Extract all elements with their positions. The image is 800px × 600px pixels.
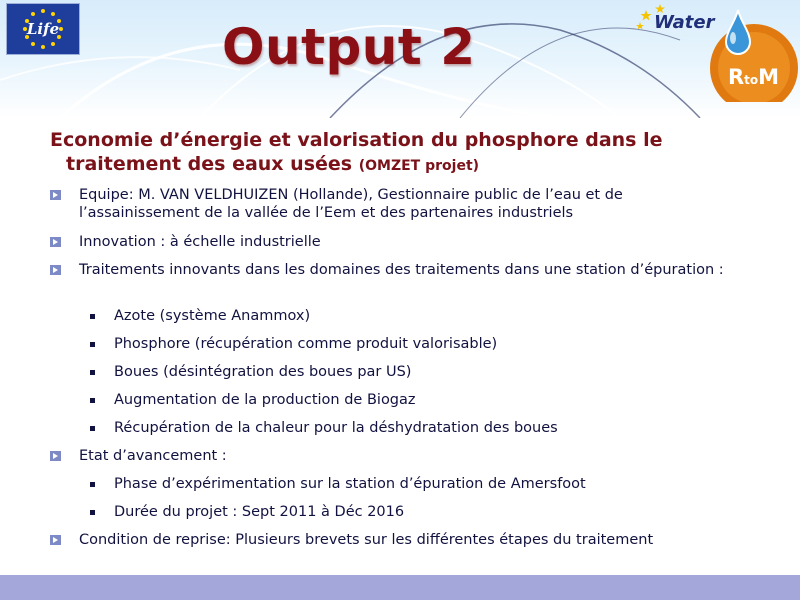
square-bullet-icon [90,314,95,319]
arrow-bullet-icon [50,535,61,545]
rtom-logo-text: RtoM [728,65,780,89]
footer-bar [0,575,800,600]
sub-item-text: Durée du projet : Sept 2011 à Déc 2016 [114,504,405,520]
square-bullet-icon [90,370,95,375]
svg-text:Life: Life [26,20,60,38]
square-bullet-icon [90,342,95,347]
eu-life-logo [6,3,80,55]
square-bullet-icon [90,510,95,515]
section-heading [50,128,756,178]
bullet-text: Condition de reprise: Plusieurs brevets sur les différentes étapes du traitement [79,532,654,548]
water-rtom-logo [636,2,800,102]
sub-item-text: Phosphore (récupération comme produit valorisable) [114,336,498,352]
sub-item-text: Récupération de la chaleur pour la déshydratation des boues [114,420,558,436]
slide-title: Output 2 [222,18,476,76]
water-logo-text: Water [654,12,715,33]
square-bullet-icon [90,398,95,403]
slide-header [0,0,800,118]
heading-main-text: Economie d’énergie et valorisation du phosphore dans le traitement des eaux usées [50,129,663,175]
arrow-bullet-icon [50,451,61,461]
sub-item-text: Boues (désintégration des boues par US) [114,364,412,380]
sub-item-text: Phase d’expérimentation sur la station d’épuration de Amersfoot [114,476,586,492]
arrow-bullet-icon [50,265,61,275]
sub-item-text: Azote (système Anammox) [114,308,311,324]
bullet-text: Innovation : à échelle industrielle [79,234,321,250]
bullet-text: Etat d’avancement : [79,448,227,464]
heading-note: (OMZET projet) [358,158,480,174]
square-bullet-icon [90,426,95,431]
arrow-bullet-icon [50,237,61,247]
bullet-text: Equipe: M. VAN VELDHUIZEN (Hollande), Gestionnaire public de l’eau et de l’assainissement de la vallée de l’Eem et des partenaires industriels [79,187,623,221]
sub-item-text: Augmentation de la production de Biogaz [114,392,416,408]
square-bullet-icon [90,482,95,487]
arrow-bullet-icon [50,190,61,200]
bullet-text: Traitements innovants dans les domaines des traitements dans une station d’épuration : [79,262,724,278]
